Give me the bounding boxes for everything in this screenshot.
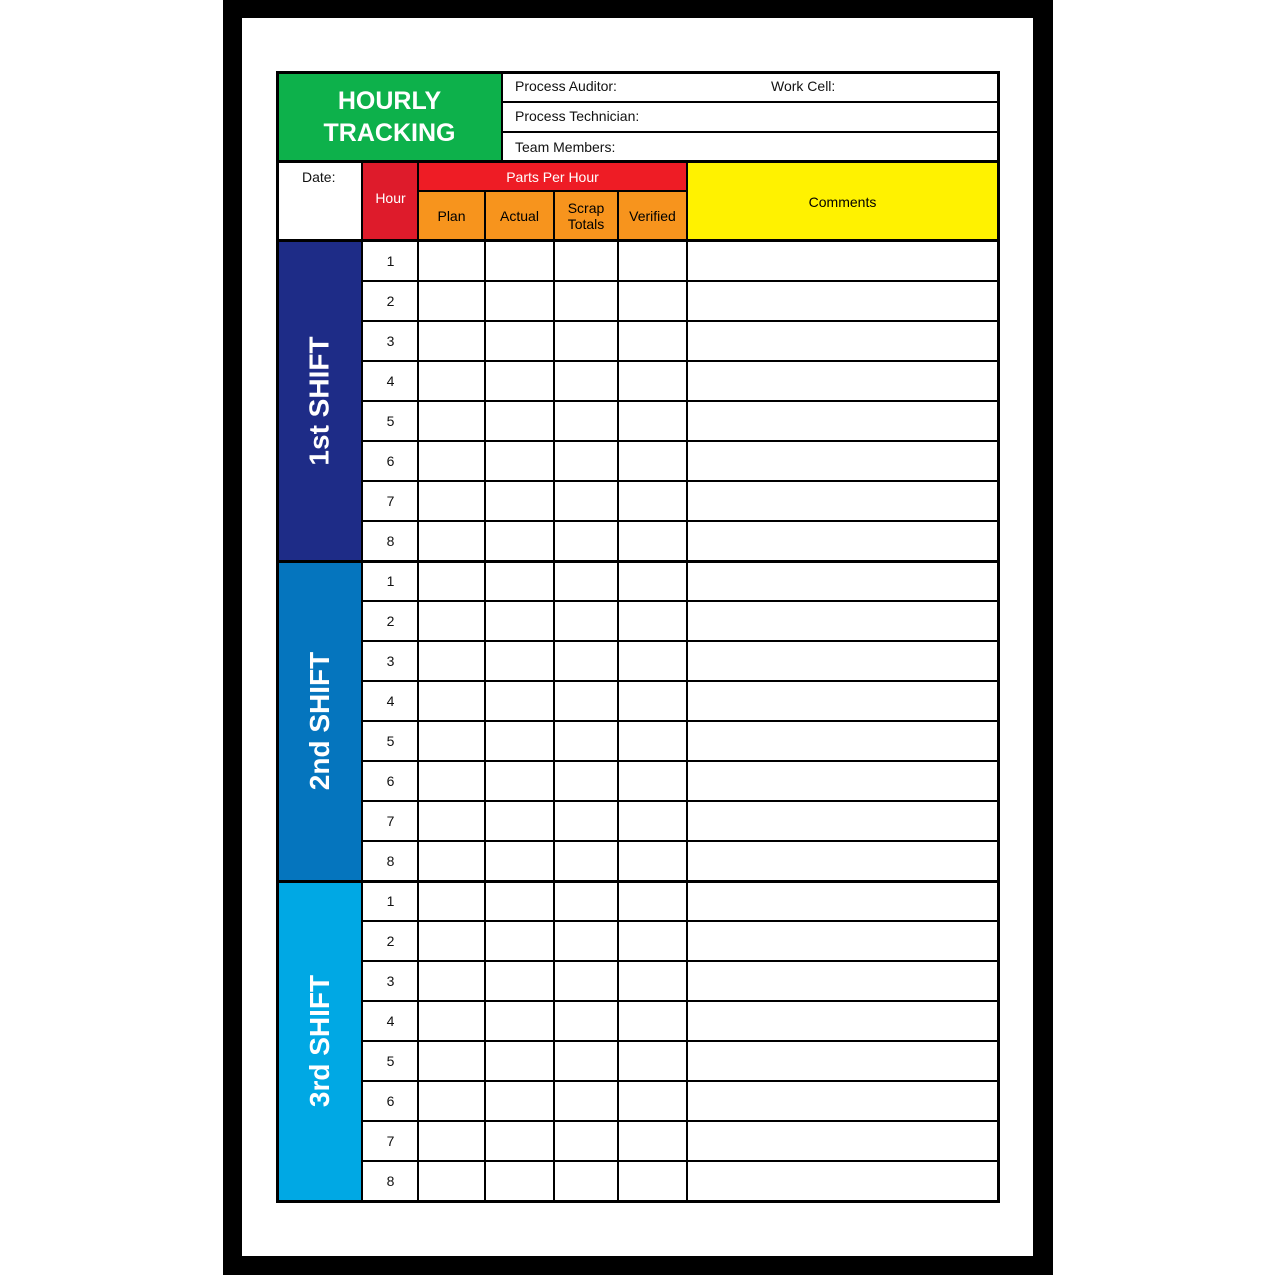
row-line xyxy=(363,640,999,642)
row-line xyxy=(363,720,999,722)
hour-header-label: Hour xyxy=(375,190,406,206)
shift-band-1st xyxy=(277,241,363,561)
row-line xyxy=(363,1080,999,1082)
hour-cell: 1 xyxy=(386,253,395,269)
hour-cell: 4 xyxy=(386,1013,395,1029)
hour-cell: 5 xyxy=(386,733,395,749)
outer-border-bottom xyxy=(276,1200,1000,1203)
title-line-2: TRACKING xyxy=(323,118,456,147)
comments-header xyxy=(687,163,998,241)
scrap-header-line-1: Scrap xyxy=(567,200,605,216)
col-line-actual-right xyxy=(553,191,555,1202)
hour-cell: 7 xyxy=(386,1133,395,1149)
col-line-scrap-right xyxy=(617,191,619,1202)
scrap-header-line-2: Totals xyxy=(567,216,605,232)
header-bottom-line xyxy=(276,239,999,242)
row-line xyxy=(363,960,999,962)
hour-cell: 6 xyxy=(386,773,395,789)
row-line xyxy=(363,920,999,922)
row-line xyxy=(363,440,999,442)
row-line xyxy=(363,360,999,362)
parts-per-hour-header xyxy=(418,163,687,191)
row-line xyxy=(363,680,999,682)
row-line xyxy=(363,400,999,402)
process-technician-label: Process Technician: xyxy=(515,108,640,124)
parts-per-hour-label: Parts Per Hour xyxy=(506,169,599,185)
hour-cell: 6 xyxy=(386,453,395,469)
outer-border-top xyxy=(276,71,1000,74)
hour-cell: 5 xyxy=(386,413,395,429)
title-line-1: HOURLY xyxy=(337,86,442,115)
row-line xyxy=(363,760,999,762)
verified-header-label: Verified xyxy=(629,208,676,224)
comments-header-label: Comments xyxy=(808,194,877,210)
row-line xyxy=(363,1120,999,1122)
hour-cell: 3 xyxy=(386,973,395,989)
verified-header xyxy=(618,191,687,241)
hour-cell: 1 xyxy=(386,573,395,589)
hour-cell: 1 xyxy=(386,893,395,909)
hour-cell: 7 xyxy=(386,493,395,509)
hour-cell: 3 xyxy=(386,333,395,349)
shift-label-3rd: 3rd SHIFT xyxy=(304,974,336,1108)
row-line xyxy=(363,1040,999,1042)
shift-band-3rd xyxy=(277,881,363,1201)
process-auditor-label: Process Auditor: xyxy=(515,78,617,94)
hour-cell: 2 xyxy=(386,613,395,629)
actual-header-label: Actual xyxy=(500,208,539,224)
info-row-line xyxy=(502,131,999,133)
row-line xyxy=(363,480,999,482)
row-line xyxy=(363,320,999,322)
hour-cell: 5 xyxy=(386,1053,395,1069)
hour-header xyxy=(363,163,418,241)
row-line xyxy=(363,600,999,602)
shift-divider xyxy=(276,880,999,883)
hour-cell: 8 xyxy=(386,1173,395,1189)
row-line xyxy=(363,1000,999,1002)
row-line xyxy=(363,840,999,842)
actual-header xyxy=(485,191,554,241)
title-block xyxy=(277,72,502,161)
hour-cell: 4 xyxy=(386,373,395,389)
col-line-plan-right xyxy=(484,191,486,1202)
row-line xyxy=(363,520,999,522)
shift-label-1st: 1st SHIFT xyxy=(304,336,336,466)
hour-cell: 6 xyxy=(386,1093,395,1109)
scrap-totals-header xyxy=(554,191,618,241)
hour-cell: 7 xyxy=(386,813,395,829)
shift-band-2nd xyxy=(277,561,363,881)
hour-cell: 2 xyxy=(386,933,395,949)
hour-cell: 8 xyxy=(386,853,395,869)
row-line xyxy=(363,800,999,802)
shift-label-2nd: 2nd SHIFT xyxy=(304,651,336,791)
shift-divider xyxy=(276,560,999,563)
date-label: Date: xyxy=(302,169,336,185)
work-cell-label: Work Cell: xyxy=(771,78,836,94)
team-members-label: Team Members: xyxy=(515,139,616,155)
hour-cell: 2 xyxy=(386,293,395,309)
plan-header-label: Plan xyxy=(437,208,466,224)
title-divider xyxy=(501,71,503,162)
plan-header xyxy=(418,191,485,241)
hour-cell: 4 xyxy=(386,693,395,709)
header-top-line xyxy=(276,160,999,163)
hour-cell: 8 xyxy=(386,533,395,549)
row-line xyxy=(363,280,999,282)
hour-cell: 3 xyxy=(386,653,395,669)
info-row-line xyxy=(502,101,999,103)
row-line xyxy=(363,1160,999,1162)
